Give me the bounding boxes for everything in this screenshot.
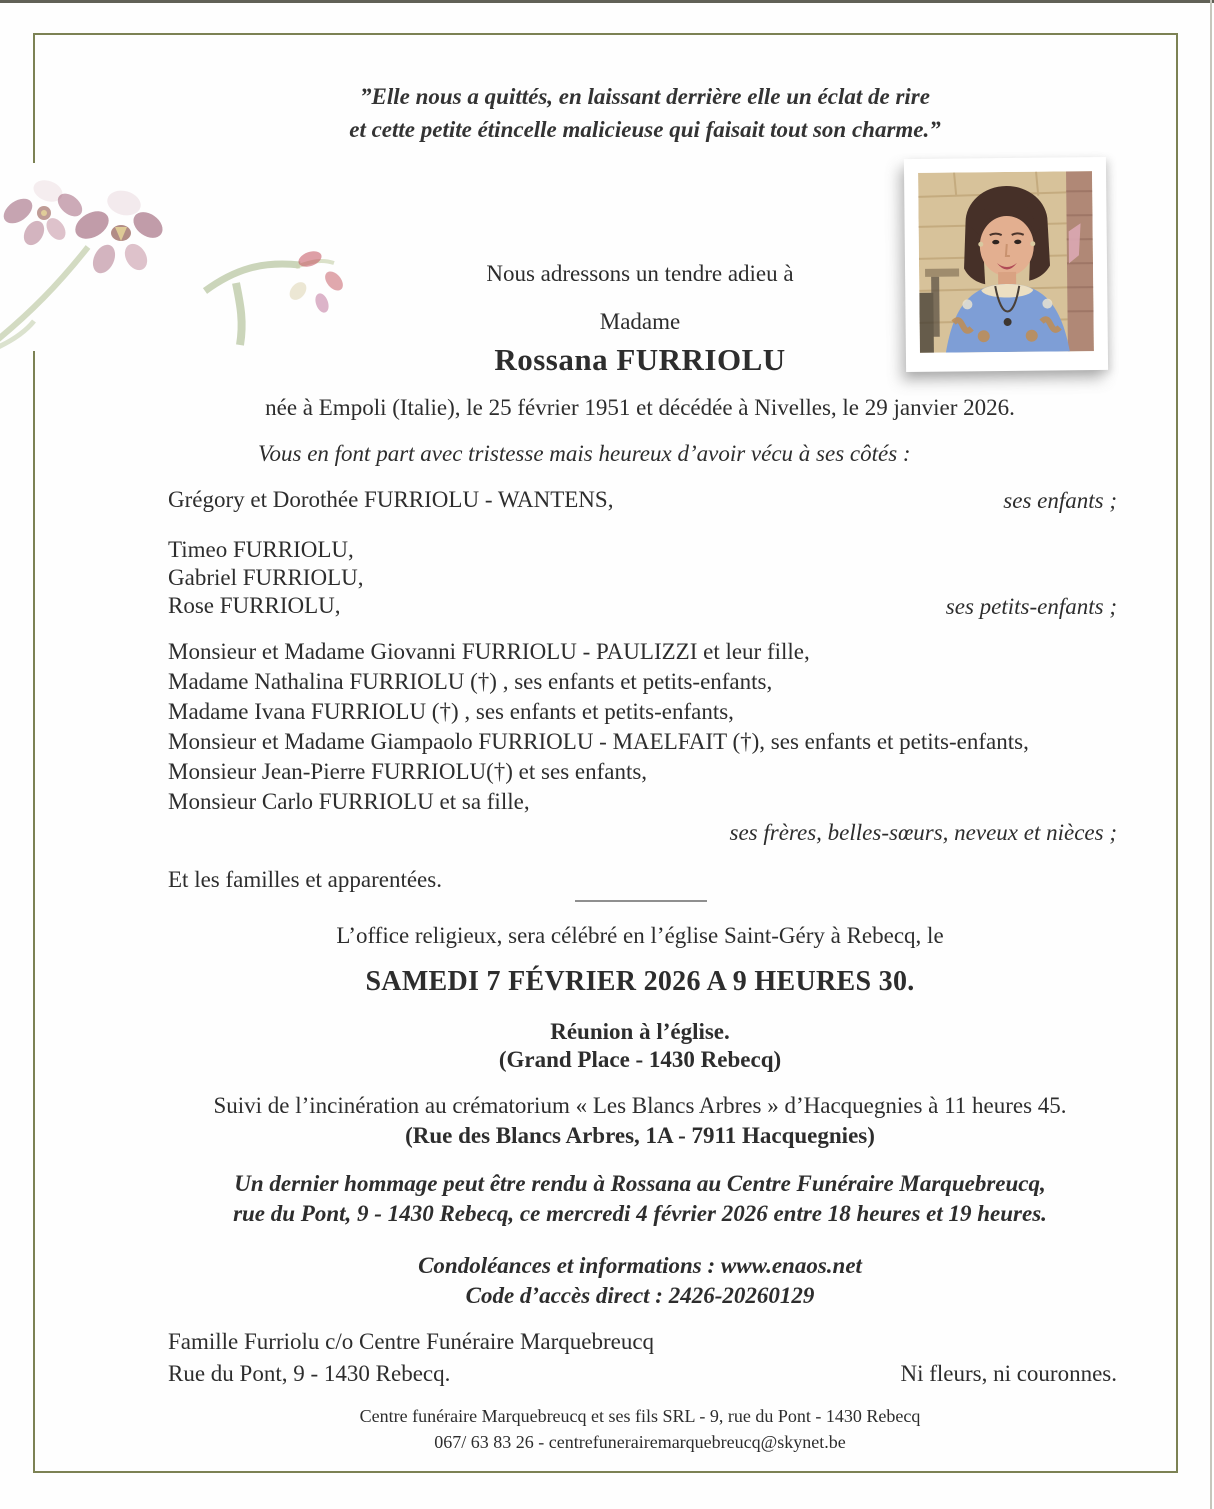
quote-line-1: ”Elle nous a quittés, en laissant derrière elle un éclat de rire [360,84,930,109]
access-code-line: Code d’accès direct : 2426-20260129 [465,1283,815,1308]
tribute-line-2: rue du Pont, 9 - 1430 Rebecq, ce mercredi 4 février 2026 entre 18 heures et 19 heures. [233,1201,1047,1226]
orchid-flowers-illustration [0,163,362,351]
section-divider [575,900,707,902]
contact-line-2: Rue du Pont, 9 - 1430 Rebecq. [168,1361,451,1386]
family-grandchildren-group [168,536,1117,620]
cremation-line: Suivi de l’incinération au crématorium « Les Blancs Arbres » d’Hacquegnies à 11 heures 45. [213,1093,1067,1118]
family-children-row [168,486,1117,514]
orchid-stems [0,247,334,349]
grandchild-name: Gabriel FURRIOLU, [168,565,364,590]
meeting-place-line: (Grand Place - 1430 Rebecq) [498,1047,782,1072]
orchid-decoration [0,163,362,351]
sibling-line: Monsieur et Madame Giampaolo FURRIOLU - MAELFAIT (†), ses enfants et petits-enfants, [168,729,1029,754]
ceremony-date-line: SAMEDI 7 FÉVRIER 2026 A 9 HEURES 30. [365,966,915,997]
orchid-flower-center [70,187,167,277]
scan-top-edge [0,0,1214,3]
sibling-line: Monsieur Jean-Pierre FURRIOLU(†) et ses enfants, [168,759,648,784]
funeral-home-footer-line-1: Centre funéraire Marquebreucq et ses fils SRL - 9, rue du Pont - 1430 Rebecq [359,1406,921,1426]
grandchild-name: Timeo FURRIOLU, [168,537,354,562]
contact-line-1: Famille Furriolu c/o Centre Funéraire Marquebreucq [168,1329,655,1354]
sibling-line: Madame Nathalina FURRIOLU (†) , ses enfants et petits-enfants, [168,669,773,694]
grandchildren-label: ses petits-enfants ; [945,594,1117,619]
no-flowers-note: Ni fleurs, ni couronnes. [900,1361,1117,1386]
children-names: Grégory et Dorothée FURRIOLU - WANTENS, [168,487,614,512]
sibling-line: Madame Ivana FURRIOLU (†) , ses enfants et petits-enfants, [168,699,734,724]
family-siblings-group [168,637,1117,817]
announcement-line: Vous en font part avec tristesse mais heureux d’avoir vécu à ses côtés : [258,441,911,466]
orchid-buds-right [112,248,346,351]
siblings-label: ses frères, belles-sœurs, neveux et nièces ; [729,820,1117,845]
tribute-line-1: Un dernier hommage peut être rendu à Rossana au Centre Funéraire Marquebreucq, [234,1171,1046,1196]
family-closing-line: Et les familles et apparentées. [168,867,442,892]
title-madame: Madame [599,309,681,334]
religious-office-line: L’office religieux, sera célébré en l’église Saint-Géry à Rebecq, le [336,923,944,948]
quote-line-2: et cette petite étincelle malicieuse qui faisait tout son charme.” [349,117,941,142]
opening-quote [76,80,1214,146]
cremation-address-line: (Rue des Blancs Arbres, 1A - 7911 Hacquegnies) [405,1123,875,1148]
salutation-line: Nous adressons un tendre adieu à [486,261,794,286]
portrait-photo-image [918,171,1094,353]
children-label: ses enfants ; [1003,488,1117,513]
sibling-line: Monsieur Carlo FURRIOLU et sa fille, [168,789,530,814]
meeting-line: Réunion à l’église. [550,1019,730,1044]
deceased-name: Rossana FURRIOLU [494,342,786,377]
grandchild-name: Rose FURRIOLU, [168,593,341,618]
orchid-flower-left [0,176,87,248]
funeral-home-footer-line-2: 067/ 63 83 26 - centrefunerairemarquebreucq@skynet.be [434,1432,846,1452]
portrait-photo [904,157,1108,372]
birth-death-line: née à Empoli (Italie), le 25 février 1951 et décédée à Nivelles, le 29 janvier 2026. [265,395,1015,420]
condolences-line: Condoléances et informations : www.enaos.net [418,1253,862,1278]
sibling-line: Monsieur et Madame Giovanni FURRIOLU - PAULIZZI et leur fille, [168,639,810,664]
